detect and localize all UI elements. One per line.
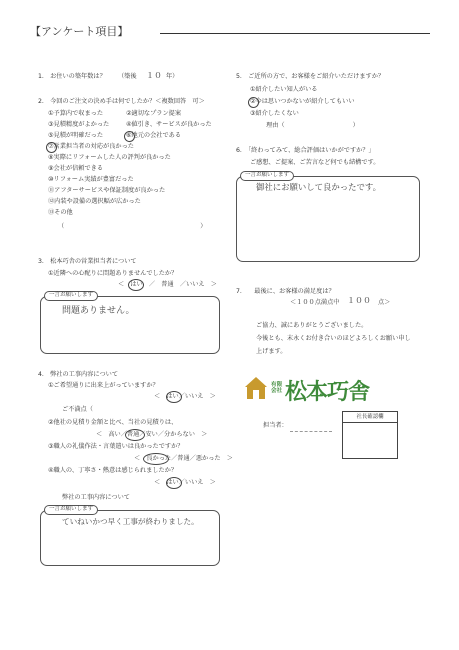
- q4-comment: ていねいかつ早く工事が終わりました。: [62, 517, 199, 526]
- q3-comment: 問題ありません。: [62, 306, 135, 316]
- q4-s4-choices: ＜ はい／いいえ ＞: [154, 479, 216, 486]
- q4-s3: ③職人の礼儀作法・言葉遣いは良かったですか？: [48, 443, 184, 450]
- q1-open: （築後: [118, 73, 137, 80]
- q6-comment: 御社にお願いして良かったです。: [256, 182, 381, 192]
- staff-label: 担当者：: [263, 422, 288, 429]
- q2-opt-7-mark: [46, 142, 57, 153]
- q1-label: 1. お住いの築年数は？: [38, 73, 106, 80]
- q3-choice-mark: [128, 279, 144, 291]
- q6-sub: ご感想、ご提案、ご苦言など何でも結構です。: [250, 159, 380, 166]
- q2-opt-12: ⑫内装や設備の選択幅が広かった: [48, 198, 141, 205]
- q4-s1-mark: [166, 391, 182, 403]
- q4-s2-choices: ＜ 高い／普通／安い／分からない ＞: [96, 431, 208, 438]
- q4-s1-note: ご不満点（: [62, 406, 93, 413]
- q7-scale-open: ＜１００点満点中: [290, 299, 340, 306]
- q5-opt-1: ①紹介したい知人がいる: [250, 86, 318, 93]
- q4-s4-mark: [166, 477, 182, 489]
- thanks-line-2: 今後とも、末永くお付き合いのほどよろしくお願い申し: [256, 335, 411, 342]
- q4-box-label: 一言お願いします: [44, 505, 98, 515]
- q2-label: 2. 今回のご注文の決め手は何でしたか？＜複数回答 可＞: [38, 98, 205, 105]
- q5-opt-2-mark: [248, 97, 259, 108]
- q7-label: 7. 最後に、お客様の満足度は？: [236, 288, 335, 295]
- q3-label: 3. 松本巧舎の営業担当者について: [38, 258, 137, 265]
- q2-opt-3: ③見積精度がよかった: [48, 121, 110, 128]
- q4-s2-mark: [125, 429, 145, 441]
- title-rule: [160, 33, 430, 34]
- q2-opt-9: ⑨会社が信頼できる: [48, 165, 104, 172]
- q2-opt-7: ⑦営業担当者の対応が良かった: [48, 143, 134, 150]
- q2-opt-5: ⑤見積が明確だった: [48, 132, 104, 139]
- q5-reason: 理由（ ）: [266, 122, 359, 129]
- q4-s3-choices: ＜ 良かった／普通／悪かった ＞: [134, 455, 233, 462]
- q2-opt-4: ④値引き、サービスが良かった: [126, 121, 212, 128]
- page-title: 【アンケート項目】: [30, 25, 129, 38]
- q4-label: 4. 弊社の工事内容について: [38, 371, 119, 378]
- q5-opt-3: ③紹介したくない: [250, 110, 299, 117]
- q1-value: １０: [146, 71, 162, 80]
- q7-score: １００: [347, 296, 371, 305]
- q5-label: 5. ご近所の方で、お客様をご紹介いただけますか？: [236, 73, 385, 80]
- q7-scale-close: 点＞: [378, 299, 391, 306]
- q2-opt-2: ②適切なプラン提案: [126, 110, 182, 117]
- q2-other-paren: （ ）: [58, 223, 207, 230]
- q2-opt-13: ⑬その他: [48, 209, 73, 216]
- thanks-line-3: 上げます。: [256, 348, 287, 355]
- q3-choices: ＜ はい ／ 普通 ／いいえ ＞: [118, 281, 217, 288]
- q4-s1: ①ご希望通りに出来上がっていますか？: [48, 382, 159, 389]
- q4-s4: ④職人の、丁寧さ・熱意は感じられましたか？: [48, 467, 178, 474]
- q3-sub1: ①近隣への心配りに問題ありませんでしたか？: [48, 270, 178, 277]
- house-logo-icon: [243, 375, 269, 401]
- company-logo: [243, 369, 403, 409]
- thanks-line-1: ご協力、誠にありがとうございました。: [256, 322, 368, 329]
- stamp-label: 社長確認欄: [343, 412, 397, 423]
- q4-box-head: 弊社の工事内容について: [62, 494, 130, 501]
- logo-brand: 松本巧舎: [285, 380, 370, 405]
- stamp-box: [342, 411, 398, 459]
- q1-close: 年）: [166, 73, 179, 80]
- q2-opt-11: ⑪アフターサービスや保証制度が良かった: [48, 187, 166, 194]
- logo-prefix: 有限会社: [271, 382, 283, 394]
- q2-opt-8: ⑧実際にリフォームした人の評判が良かった: [48, 154, 171, 161]
- q2-opt-6: ⑥地元の会社である: [126, 132, 182, 139]
- q3-box-label: 一言お願いします: [44, 291, 98, 301]
- q4-s3-mark: [143, 453, 169, 465]
- q6-label: 6. 「終わってみて、総合評価はいかがですか？」: [236, 147, 375, 154]
- q2-opt-10: ⑩リフォーム実績が豊富だった: [48, 176, 134, 183]
- q6-box-label: 一言お願いします: [240, 171, 294, 181]
- staff-line: [290, 431, 332, 432]
- q3-comment-box: [40, 296, 220, 354]
- q4-s2: ②他社の見積り金額と比べ、当社の見積りは、: [48, 419, 178, 426]
- q2-opt-1: ①予算内で収まった: [48, 110, 104, 117]
- q5-opt-2: ②今は思いつかないが紹介してもいい: [250, 98, 355, 105]
- q2-opt-6-mark: [124, 131, 135, 142]
- q4-s1-choices: ＜ はい／いいえ ＞: [154, 393, 216, 400]
